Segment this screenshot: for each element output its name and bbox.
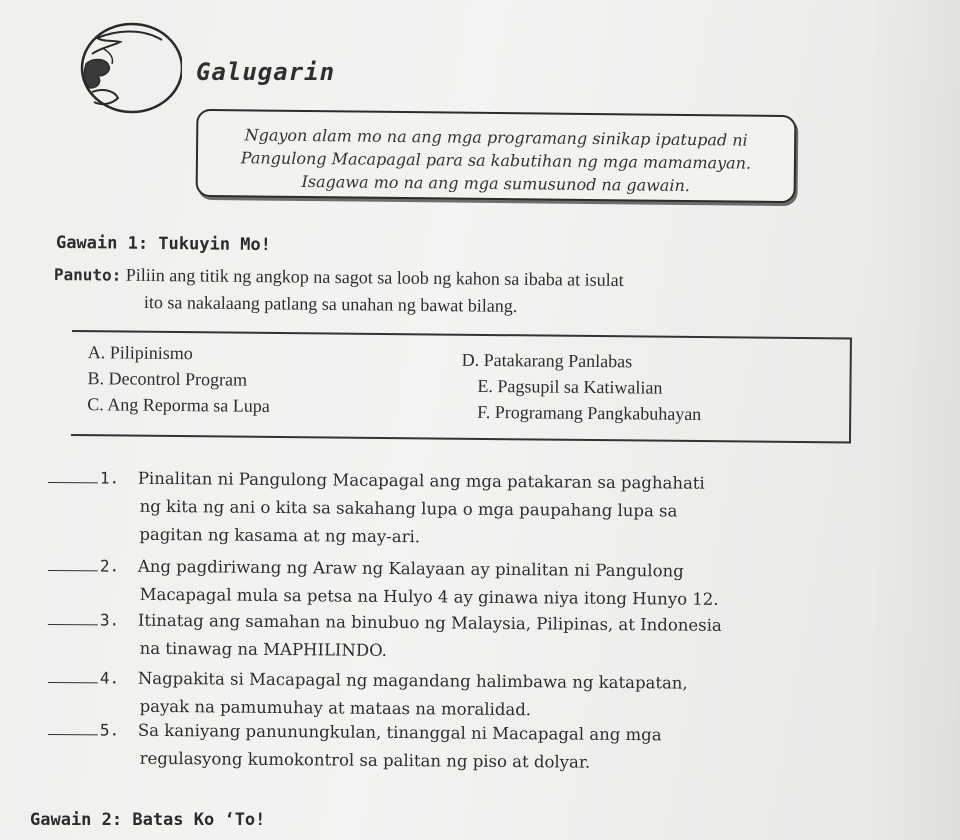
panuto-text-1: Piliin ang titik ng angkop na sagot sa loob ng kahon sa ibaba at isulat: [125, 264, 624, 290]
answer-blank-1[interactable]: [48, 482, 98, 483]
item-text-line: payak na pamumuhay at mataas na moralidad.: [139, 696, 532, 720]
item-number: 3.: [99, 610, 120, 630]
intro-box: [196, 109, 797, 203]
item-text-line: Macapagal mula sa petsa na Hulyo 4 ay ginawa niya itong Hunyo 12.: [139, 584, 719, 609]
item-text-line: Ang pagdiriwang ng Araw ng Kalayaan ay pinalitan ni Pangulong: [137, 556, 684, 581]
item-text-line: Itinatag ang samahan na binubuo ng Malaysia, Pilipinas, at Indonesia: [137, 610, 722, 635]
item-text-line: regulasyong kumokontrol sa palitan ng piso at dolyar.: [139, 748, 591, 772]
item-text-line: Sa kaniyang panunungkulan, tinanggal ni Macapagal ang mga: [137, 720, 662, 745]
question-item-3: [48, 606, 928, 670]
panuto-line-2: ito sa nakalaang patlang sa unahan ng bawat bilang.: [143, 292, 518, 316]
intro-line-1: Ngayon alam mo na ang mga programang sinikap ipatupad ni: [244, 125, 748, 150]
item-text-line: Nagpakita si Macapagal ng magandang halimbawa ng katapatan,: [137, 668, 688, 693]
choice-c: C. Ang Reporma sa Lupa: [87, 394, 270, 416]
item-text-line: Pinalitan ni Pangulong Macapagal ang mga patakaran sa paghahati: [137, 468, 705, 493]
answer-blank-2[interactable]: [48, 570, 98, 571]
question-item-5: [48, 716, 928, 780]
item-number: 4.: [99, 668, 120, 688]
item-text-line: ng kita ng ani o kita sa sakahang lupa o mga paupahang lupa sa: [139, 496, 678, 521]
item-text-line: na tinawag na MAPHILINDO.: [139, 638, 388, 660]
gawain-1-title: Gawain 1: Tukuyin Mo!: [55, 232, 272, 256]
gawain-2-title: Gawain 2: Batas Ko ‘To!: [30, 810, 266, 830]
magnifier-hand-icon: [62, 18, 182, 118]
choices-box: [71, 330, 852, 443]
item-number: 1.: [99, 468, 120, 488]
choice-d: D. Patakarang Panlabas: [461, 349, 633, 372]
answer-blank-5[interactable]: [48, 734, 98, 735]
question-item-1: [47, 464, 928, 556]
choice-f: F. Programang Pangkabuhayan: [477, 401, 702, 425]
intro-line-2: Pangulong Macapagal para sa kabutihan ng mga mamamayan.: [240, 148, 752, 173]
choice-b: B. Decontrol Program: [87, 368, 248, 390]
choice-a: A. Pilipinismo: [87, 342, 193, 364]
section-title-galugarin: Galugarin: [196, 58, 336, 86]
question-item-2: [48, 552, 928, 616]
item-number: 5.: [99, 720, 120, 740]
answer-blank-3[interactable]: [48, 624, 98, 625]
panuto-label: Panuto:: [53, 264, 122, 285]
choice-e: E. Pagsupil sa Katiwalian: [477, 375, 663, 398]
intro-line-3: Isagawa mo na ang mga sumusunod na gawain.: [301, 171, 691, 196]
item-text-line: pagitan ng kasama at ng may-ari.: [139, 524, 421, 547]
item-number: 2.: [99, 556, 120, 576]
answer-blank-4[interactable]: [48, 682, 98, 683]
